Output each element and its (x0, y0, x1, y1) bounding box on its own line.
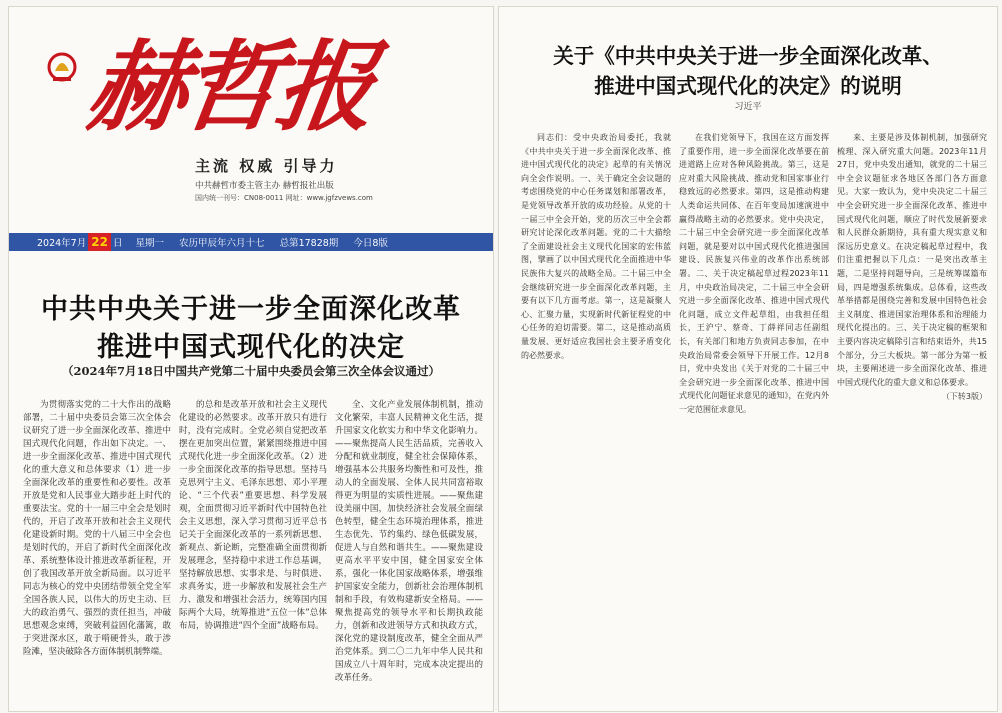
body-column-3 (335, 399, 483, 705)
date-day: 22 (88, 233, 111, 251)
masthead-cn-number: 国内统一刊号：CN08-0011 网址：www.jgfzvews.com (195, 194, 373, 202)
body-column-1 (23, 399, 171, 705)
date-bar (9, 233, 493, 251)
party-emblem-icon (47, 49, 77, 83)
headline-line2: 推进中国式现代化的决定 (97, 332, 405, 363)
explanation-page (498, 6, 998, 712)
decision-body (23, 399, 483, 705)
date-day-suffix: 日 (112, 238, 123, 249)
masthead-sponsor: 中共赫哲市委主管主办 赫哲报社出版 (195, 181, 334, 191)
date-year-month: 2024年7月 (37, 238, 87, 249)
body-text: 同志们：受中央政治局委托，我就《中共中央关于进一步全面深化改革、推进中国式现代化的决定》起草的有关情况向全会作说明。一、关于确定全会议题的考虑围绕党的中心任务谋划和部署改革，是党领导改革开放的成功经验。从党的十一届三中全会开始，党的历次三中全会都研究讨论深化改革问题。党的二十大描绘了全面建设社会主义现代化国家的宏伟蓝图，擘画了以中国式现代化全面推进中华民族伟大复兴的战略全局。二十届三中全会继续研究进一步全面深化改革问题，主要有以下几方面考虑。第一，这是凝聚人心、汇聚力量，实现新时代新征程党的中心任务的迫切需要。第二，这是推动高质量发展、更好适应我国社会主要矛盾变化的必然要求。 (521, 133, 671, 360)
date-weekday: 星期一 (135, 238, 164, 249)
explanation-column-1 (521, 131, 671, 705)
explanation-author: 习近平 (734, 102, 762, 112)
masthead-tagline: 主流 权威 引导力 (195, 157, 338, 175)
explanation-title-line2: 推进中国式现代化的决定》的说明 (594, 74, 902, 98)
body-text: 来、主要是涉及体制机制，加强研究梳理、深入研究重大问题。2023年11月27日，党中央发出通知，就党的二十届三中全会议题征求各地区各部门各方面意见。大家一致认为，党中央决定二十届三中全会研究进一步全面深化改革、推进中国式现代化问题，顺应了时代发展新要求和人民群众新期待，具有重大现实意义和深远历史意义。在决定稿起草过程中，我们注重把握以下几点：一是突出改革主题，二是坚持问题导向，三是统筹谋篇布局，四是增强系统集成。总体看，这些改革举措都是围绕完善和发展中国特色社会主义制度、推进国家治理体系和治理能力现代化提出的。三、关于决定稿的框架和主要内容决定稿除引言和结束语外，共15个部分，分三大板块。第一部分为第一板块，主要阐述进一步全面深化改革、推进中国式现代化的重大意义和总体要求。 (837, 133, 987, 387)
explanation-column-2 (679, 131, 829, 705)
date-lunar: 农历甲辰年六月十七 (179, 238, 265, 249)
body-text: 的总和是改革开放和社会主义现代化建设的必然要求。改革开放只有进行时，没有完成时。全党必须自觉把改革摆在更加突出位置，紧紧围绕推进中国式现代化进一步全面深化改革。（2）进一步全面深化改革的指导思想。坚持马克思列宁主义、毛泽东思想、邓小平理论、“三个代表”重要思想、科学发展观，全面贯彻习近平新时代中国特色社会主义思想，深入学习贯彻习近平总书记关于全面深化改革的一系列新思想、新观点、新论断，完整准确全面贯彻新发展理念，坚持稳中求进工作总基调，坚持解放思想、实事求是、与时俱进、求真务实，进一步解放和发展社会生产力、激发和增强社会活力，统筹国内国际两个大局，统筹推进“五位一体”总体布局，协调推进“四个全面”战略布局。 (179, 400, 327, 631)
masthead-title: 赫哲报 (80, 30, 380, 145)
body-text: 在我们党领导下，我国在这方面发挥了重要作用，进一步全面深化改革要在前进道路上应对各种风险挑战。第三，这是应对重大风险挑战、推动党和国家事业行稳致远的必然要求。第四，这是推动构建人类命运共同体、在百年变局加速演进中赢得战略主动的必然要求。党中央决定，二十届三中全会研究进一步全面深化改革问题，就是要对以中国式现代化推进强国建设、民族复兴伟业的改革作出系统部署。二、关于决定稿起草过程2023年11月，中央政治局决定，二十届三中全会研究进一步全面深化改革、推进中国式现代化问题，成立文件起草组，由我担任组长，王沪宁、蔡奇、丁薛祥同志任副组长，有关部门和地方负责同志参加，在中央政治局常委会领导下开展工作。12月8日，党中央发出《关于对党的二十届三中全会研究进一步全面深化改革、推进中国式现代化问题征求意见的通知》，在党内外一定范围征求意见。 (679, 133, 829, 414)
headline-subtitle: （2024年7月18日中国共产党第二十届中央委员会第三次全体会议通过） (61, 364, 440, 378)
front-page (8, 6, 494, 712)
body-text: 全、文化产业发展体制机制，推动文化繁荣，丰富人民精神文化生活，提升国家文化软实力和中华文化影响力。——聚焦提高人民生活品质，完善收入分配和就业制度，健全社会保障体系，增强基本公共服务均衡性和可及性，推动人的全面发展、全体人民共同富裕取得更为明显的实质性进展。——聚焦建设美丽中国，加快经济社会发展全面绿色转型，健全生态环境治理体系，推进生态优先、节约集约、绿色低碳发展，促进人与自然和谐共生。——聚焦建设更高水平平安中国，健全国家安全体系，强化一体化国家战略体系，增强维护国家安全能力，创新社会治理体制机制和手段，有效构建新安全格局。——聚焦提高党的领导水平和长期执政能力，创新和改进领导方式和执政方式，深化党的建设制度改革，健全全面从严治党体系。到二〇二九年中华人民共和国成立八十周年时，完成本决定提出的改革任务。 (335, 400, 483, 683)
body-column-2 (179, 399, 327, 705)
explanation-title-line1: 关于《中共中央关于进一步全面深化改革、 (553, 44, 943, 68)
continued-note: （下转3版） (941, 392, 987, 402)
body-text: 为贯彻落实党的二十大作出的战略部署，二十届中央委员会第三次全体会议研究了进一步全面深化改革、推进中国式现代化问题，作出如下决定。一、进一步全面深化改革、推进中国式现代化的重大意义和总体要求（1）进一步全面深化改革的重要性和必要性。改革开放是党和人民事业大踏步赶上时代的重要法宝。党的十一届三中全会是划时代的，开启了改革开放和社会主义现代化建设新时期。党的十八届三中全会也是划时代的，开启了新时代全面深化改革、系统整体设计推进改革新征程，开创了我国改革开放全新局面。以习近平同志为核心的党中央团结带领全党全军全国各族人民，以伟大的历史主动、巨大的政治勇气、强烈的责任担当，冲破思想观念束缚，突破利益固化藩篱，敢于突进深水区，敢于啃硬骨头，敢于涉险滩，坚决破除各方面体制机制弊端。 (23, 400, 171, 657)
page-count: 今日8版 (353, 238, 388, 249)
explanation-column-3 (837, 131, 987, 705)
explanation-body (521, 131, 987, 705)
issue-number: 总第17828期 (279, 238, 339, 249)
headline-line1: 中共中央关于进一步全面深化改革 (41, 294, 461, 325)
